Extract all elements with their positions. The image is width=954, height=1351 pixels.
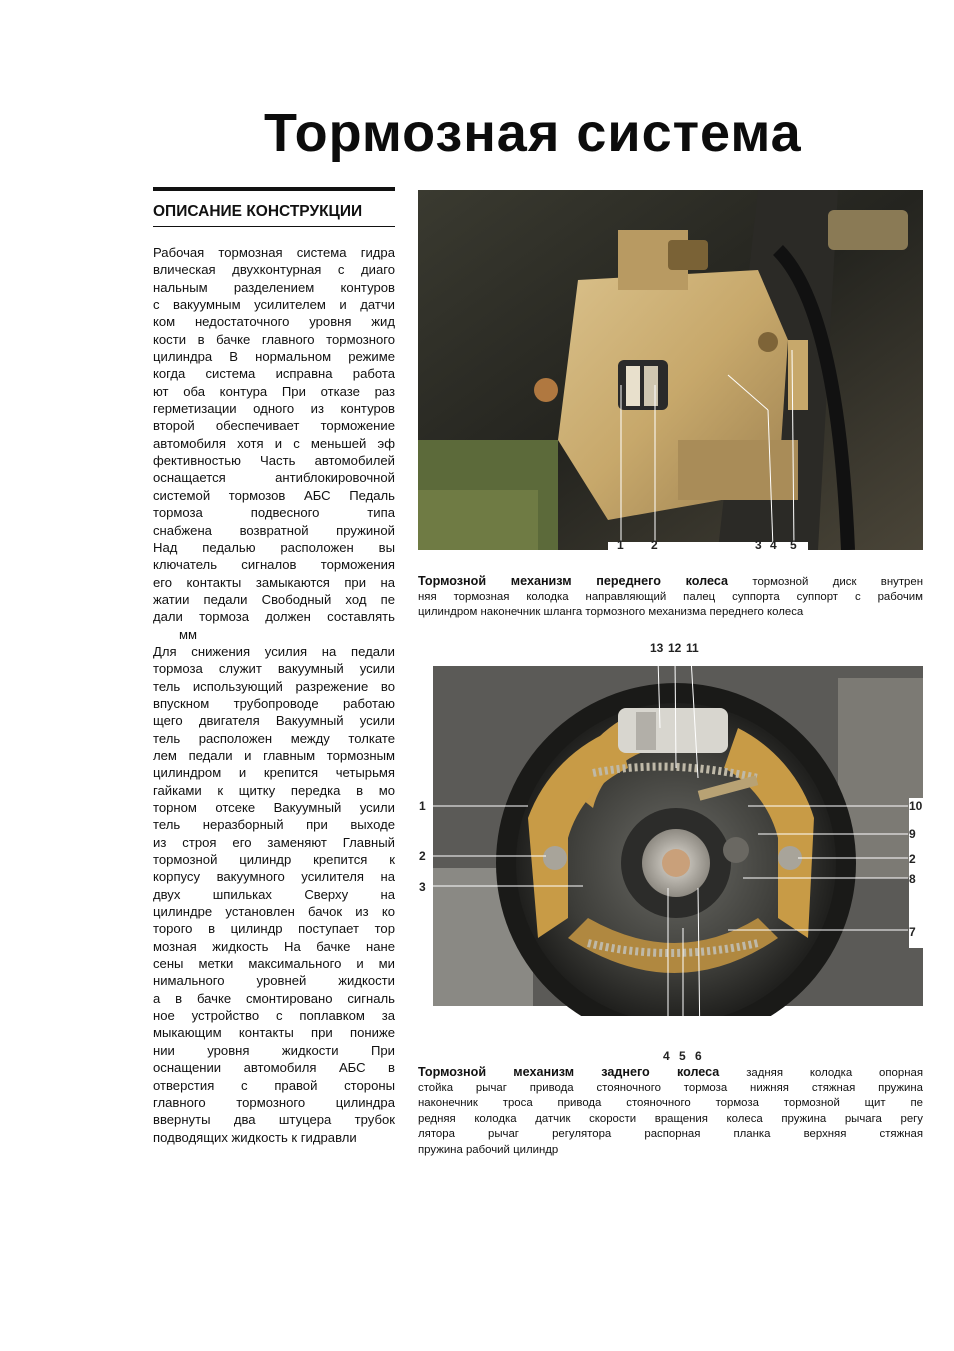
rear-caption-line: стойка рычаг привода стояночного тормоза нижняя стяжная пружина <box>418 1081 923 1094</box>
body-line: из строя его заменяют Главный <box>153 834 395 850</box>
body-line: щего двигателя Вакуумный усили <box>153 713 395 729</box>
rear-callout: 3 <box>419 880 426 894</box>
rear-caption-line: наконечник троса привода стояночного тормоза тормозной щит пе <box>418 1097 923 1110</box>
rear-callout: 7 <box>909 925 916 939</box>
body-line: автомобиля хотя и с меньшей эф <box>153 435 395 451</box>
body-line: тормоза служит вакуумный усили <box>153 661 395 677</box>
body-line: мыкающим контакты при пониже <box>153 1025 395 1041</box>
body-line: влическая двухконтурная с диаго <box>153 262 395 278</box>
rear-callout: 13 <box>650 641 664 655</box>
body-line: второй обеспечивает торможение <box>153 418 395 434</box>
rear-caption-line: лятора рычаг регулятора распорная планка верхняя стяжная <box>418 1128 923 1141</box>
body-line: ное устройство с поплавком за <box>153 1008 395 1024</box>
body-line: тель использующий разрежение во <box>153 678 395 694</box>
body-line: цилиндре установлен бачок из ко <box>153 904 395 920</box>
body-line: а в бачке смонтировано сигналь <box>153 990 395 1006</box>
body-line: когда система исправна работа <box>153 366 395 382</box>
body-line: тормозной цилиндр крепится к <box>153 852 395 868</box>
rear-brake-photo <box>418 638 923 1063</box>
front-callout: 3 <box>755 538 762 550</box>
front-callout: 5 <box>790 538 797 550</box>
section-top-rule <box>153 187 395 191</box>
body-line: жатии педали Свободный ход пе <box>153 591 395 607</box>
rear-callout: 9 <box>909 827 916 841</box>
front-caption <box>418 574 923 621</box>
body-line: ют оба контура При отказе раз <box>153 383 395 399</box>
body-line: Рабочая тормозная система гидра <box>153 245 395 260</box>
rear-caption-line: редняя колодка датчик скорости вращения колеса пружина рычага регу <box>418 1112 923 1125</box>
front-caption-line: тормозной диск внутрен <box>752 576 923 588</box>
rear-caption-title: Тормозной механизм заднего колеса <box>418 1065 720 1079</box>
body-line: фективностью Часть автомобилей <box>153 453 395 469</box>
body-line: ключатель сигналов торможения <box>153 557 395 573</box>
rear-caption-line: задняя колодка опорная <box>746 1067 923 1079</box>
rear-callout: 10 <box>909 799 923 813</box>
body-line: сены метки максимального и ми <box>153 956 395 972</box>
body-line: корпусу вакуумного усилителя на <box>153 869 395 885</box>
front-caption-line: цилиндром наконечник шланга тормозного механизма переднего колеса <box>418 606 804 619</box>
front-callout: 1 <box>617 538 624 550</box>
rear-callout: 4 <box>663 1049 670 1063</box>
front-brake-photo <box>418 190 923 550</box>
body-line: подводящих жидкость к гидравли <box>153 1129 357 1145</box>
body-line: системой тормозов АБС Педаль <box>153 487 395 503</box>
body-line: тель неразборный при выходе <box>153 817 395 833</box>
body-line: гайками к щитку передка в мо <box>153 782 395 798</box>
body-line: тормоза подвесного типа <box>153 505 395 521</box>
body-line: ком недостаточного уровня жид <box>153 314 395 330</box>
body-line: Для снижения усилия на педали <box>153 643 395 659</box>
body-text <box>153 244 395 1146</box>
body-line: кости в бачке главного тормозного <box>153 331 395 347</box>
section-bottom-rule <box>153 226 395 227</box>
front-caption-title: Тормозной механизм переднего колеса <box>418 574 728 588</box>
body-line: герметизации одного из контуров <box>153 401 395 417</box>
rear-callout: 5 <box>679 1049 686 1063</box>
body-line: дали тормоза должен составлять <box>153 609 395 625</box>
body-line: Над педалью расположен вы <box>153 539 395 555</box>
rear-caption <box>418 1065 923 1159</box>
body-line: цилиндром и крепится четырьмя <box>153 765 395 781</box>
body-line: нальным разделением контуров <box>153 279 395 295</box>
body-line: главного тормозного цилиндра <box>153 1094 395 1110</box>
page-title: Тормозная система <box>264 103 802 163</box>
front-caption-line: няя тормозная колодка направляющий палец суппорта суппорт с рабочим <box>418 590 923 603</box>
body-line: лем педали и главным тормозным <box>153 747 395 763</box>
rear-callout: 6 <box>695 1049 702 1063</box>
rear-callout: 8 <box>909 872 916 886</box>
body-line: оснащении автомобиля АБС в <box>153 1060 395 1076</box>
body-line: впускном трубопроводе работаю <box>153 695 395 711</box>
rear-callout: 2 <box>419 849 426 863</box>
body-line: отверстия с правой стороны <box>153 1077 395 1093</box>
body-line: торном отсеке Вакуумный усили <box>153 800 395 815</box>
body-line: мм <box>179 626 198 642</box>
body-line: цилиндра В нормальном режиме <box>153 349 395 365</box>
rear-callout: 12 <box>668 641 682 655</box>
body-line: с вакуумным усилителем и датчи <box>153 297 395 313</box>
section-heading: ОПИСАНИЕ КОНСТРУКЦИИ <box>153 203 363 220</box>
body-line: торого в цилиндр поступает тор <box>153 921 395 937</box>
rear-caption-line: пружина рабочий цилиндр <box>418 1143 559 1156</box>
body-line: оснащается антиблокировочной <box>153 470 395 486</box>
body-line: нии уровня жидкости При <box>153 1042 395 1058</box>
body-line: снабжена возвратной пружиной <box>153 522 395 538</box>
body-line: его контакты замыкаются при на <box>153 574 395 590</box>
body-line: тель расположен между толкате <box>153 730 395 746</box>
body-line: мозная жидкость На бачке нане <box>153 938 395 954</box>
body-line: ввернуты два штуцера трубок <box>153 1112 395 1128</box>
rear-callout: 11 <box>686 641 699 655</box>
body-line: двух шпильках Сверху на <box>153 886 395 902</box>
rear-callout: 1 <box>419 799 426 813</box>
front-callout: 4 <box>770 538 777 550</box>
front-callout: 2 <box>651 538 658 550</box>
rear-callout: 2 <box>909 852 916 866</box>
body-line: нимального уровней жидкости <box>153 973 395 989</box>
